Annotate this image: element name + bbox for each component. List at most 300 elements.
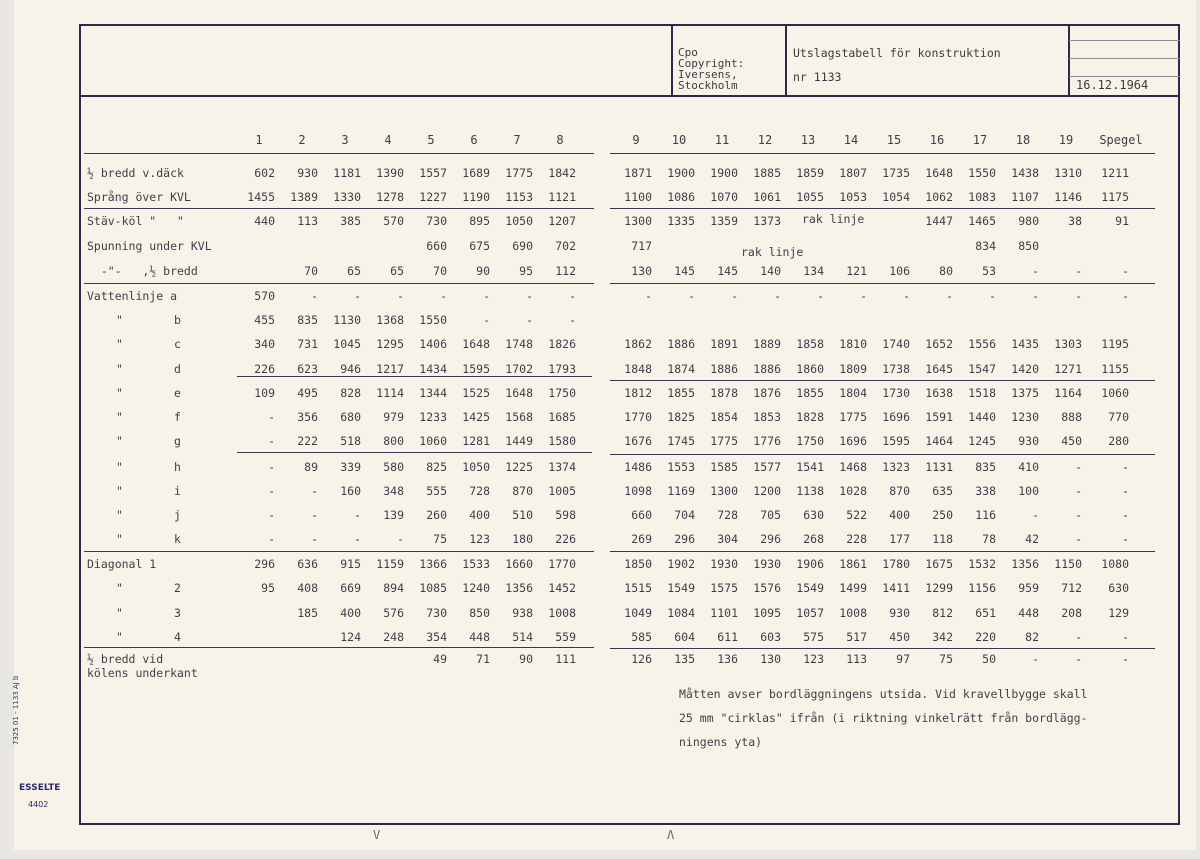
table-cell: 1648 <box>462 337 490 351</box>
table-cell: - <box>688 289 695 303</box>
table-cell: 1861 <box>839 557 867 571</box>
table-cell: 1550 <box>968 166 996 180</box>
table-cell: 222 <box>297 434 318 448</box>
table-cell: 1685 <box>548 410 576 424</box>
revision-line-2 <box>1069 58 1180 59</box>
table-cell: - <box>1075 532 1082 546</box>
row-sublabel: f <box>174 410 181 424</box>
table-cell: 38 <box>1068 214 1082 228</box>
table-cell: - <box>354 532 361 546</box>
title-block-line-3 <box>1068 24 1070 96</box>
table-cell: 248 <box>383 630 404 644</box>
row-label: " <box>116 434 123 448</box>
table-cell: 1826 <box>548 337 576 351</box>
column-header: 9 <box>632 133 640 147</box>
table-cell: 611 <box>717 630 738 644</box>
document-title: Utslagstabell för konstruktion <box>793 46 1001 60</box>
row-label: " <box>116 581 123 595</box>
form-code: 7325 01 - 1133 AJ b <box>12 675 20 745</box>
table-cell: 1638 <box>925 386 953 400</box>
table-cell: 304 <box>717 532 738 546</box>
table-cell: 71 <box>476 652 490 666</box>
table-cell: 1556 <box>968 337 996 351</box>
table-cell: 575 <box>803 630 824 644</box>
table-rule <box>610 283 1155 284</box>
table-cell: 1547 <box>968 362 996 376</box>
table-cell: 348 <box>383 484 404 498</box>
row-label: Spunning under KVL <box>87 239 212 253</box>
table-cell: 1648 <box>505 386 533 400</box>
table-cell: 660 <box>631 508 652 522</box>
table-cell: - <box>1122 460 1129 474</box>
table-cell: 1008 <box>548 606 576 620</box>
row-label: " <box>116 362 123 376</box>
table-cell: 136 <box>717 652 738 666</box>
column-header: 16 <box>929 133 945 147</box>
table-cell: 1886 <box>710 362 738 376</box>
table-cell: 1804 <box>839 386 867 400</box>
table-cell: - <box>440 289 447 303</box>
table-cell: 1153 <box>505 190 533 204</box>
table-cell: 113 <box>846 652 867 666</box>
table-cell: 1776 <box>753 434 781 448</box>
table-cell: 1159 <box>376 557 404 571</box>
row-label: ½ bredd v.däck <box>87 166 184 180</box>
table-cell: 1549 <box>667 581 695 595</box>
table-cell: 1146 <box>1054 190 1082 204</box>
table-cell: 636 <box>297 557 318 571</box>
table-cell: 1425 <box>462 410 490 424</box>
table-cell: 1299 <box>925 581 953 595</box>
row-sublabel: d <box>174 362 181 376</box>
table-cell: 448 <box>1018 606 1039 620</box>
table-cell: - <box>817 289 824 303</box>
table-cell: 1859 <box>796 166 824 180</box>
table-cell: - <box>946 289 953 303</box>
table-rule <box>84 283 594 284</box>
table-cell: 1411 <box>882 581 910 595</box>
table-cell: 1028 <box>839 484 867 498</box>
row-sublabel: h <box>174 460 181 474</box>
table-cell: 280 <box>1108 434 1129 448</box>
table-cell: - <box>268 410 275 424</box>
table-cell: 1083 <box>968 190 996 204</box>
table-cell: - <box>774 289 781 303</box>
table-cell: 1300 <box>710 484 738 498</box>
table-cell: 1468 <box>839 460 867 474</box>
publisher-line: Stockholm <box>678 79 738 92</box>
table-cell: 1499 <box>839 581 867 595</box>
column-header: 14 <box>843 133 859 147</box>
column-header: 19 <box>1058 133 1074 147</box>
table-cell: 1807 <box>839 166 867 180</box>
table-cell: 1233 <box>419 410 447 424</box>
table-cell: 1738 <box>882 362 910 376</box>
table-cell: 385 <box>340 214 361 228</box>
table-cell: 1532 <box>968 557 996 571</box>
row-sublabel: e <box>174 386 181 400</box>
table-cell: 1181 <box>333 166 361 180</box>
row-sublabel: j <box>174 508 181 522</box>
table-cell: 1271 <box>1054 362 1082 376</box>
table-cell: 1359 <box>710 214 738 228</box>
table-cell: 1084 <box>667 606 695 620</box>
table-cell: 1518 <box>968 386 996 400</box>
table-cell: 80 <box>939 264 953 278</box>
table-rule <box>237 376 592 377</box>
document-date: 16.12.1964 <box>1076 78 1149 92</box>
table-cell: 580 <box>383 460 404 474</box>
table-cell: 1449 <box>505 434 533 448</box>
table-cell: 226 <box>555 532 576 546</box>
table-cell: 1169 <box>667 484 695 498</box>
table-cell: 1098 <box>624 484 652 498</box>
table-cell: - <box>731 289 738 303</box>
table-cell: 160 <box>340 484 361 498</box>
column-header: 2 <box>298 133 306 147</box>
table-cell: 1855 <box>667 386 695 400</box>
table-cell: 604 <box>674 630 695 644</box>
table-cell: 1085 <box>419 581 447 595</box>
table-cell: 296 <box>760 532 781 546</box>
table-cell: 53 <box>982 264 996 278</box>
table-cell: 1576 <box>753 581 781 595</box>
table-cell: 1005 <box>548 484 576 498</box>
table-cell: 340 <box>254 337 275 351</box>
column-header: 11 <box>714 133 730 147</box>
table-cell: 70 <box>304 264 318 278</box>
table-cell: 177 <box>889 532 910 546</box>
table-cell: 630 <box>803 508 824 522</box>
row-label: " <box>116 337 123 351</box>
table-cell: 834 <box>975 239 996 253</box>
table-cell: 1070 <box>710 190 738 204</box>
table-cell: - <box>268 434 275 448</box>
table-cell: 1049 <box>624 606 652 620</box>
table-cell: - <box>1122 289 1129 303</box>
table-cell: 1862 <box>624 337 652 351</box>
table-cell: 1854 <box>710 410 738 424</box>
table-cell: 1060 <box>419 434 447 448</box>
table-cell: 669 <box>340 581 361 595</box>
table-cell: - <box>1075 508 1082 522</box>
table-cell: 1595 <box>462 362 490 376</box>
table-cell: 1775 <box>505 166 533 180</box>
footnote-line: Måtten avser bordläggningens utsida. Vid kravellbygge skall <box>679 687 1088 701</box>
table-cell: - <box>903 289 910 303</box>
table-cell: 123 <box>803 652 824 666</box>
column-header: 18 <box>1015 133 1031 147</box>
row-sublabel: 4 <box>174 630 181 644</box>
row-note: rak linje <box>802 212 865 226</box>
table-cell: 680 <box>340 410 361 424</box>
table-cell: 75 <box>433 532 447 546</box>
table-cell: 1842 <box>548 166 576 180</box>
table-cell: - <box>1075 264 1082 278</box>
column-header: 4 <box>384 133 392 147</box>
table-cell: 828 <box>340 386 361 400</box>
table-cell: 1300 <box>624 214 652 228</box>
table-cell: 717 <box>631 239 652 253</box>
table-cell: 145 <box>717 264 738 278</box>
table-rule <box>610 380 1155 381</box>
table-cell: 1440 <box>968 410 996 424</box>
table-cell: 268 <box>803 532 824 546</box>
table-rule <box>237 452 592 453</box>
table-cell: 400 <box>889 508 910 522</box>
table-cell: 1138 <box>796 484 824 498</box>
row-sublabel: k <box>174 532 181 546</box>
table-cell: 598 <box>555 508 576 522</box>
table-cell: 888 <box>1061 410 1082 424</box>
table-cell: - <box>1075 630 1082 644</box>
table-cell: 1455 <box>247 190 275 204</box>
table-cell: 97 <box>896 652 910 666</box>
table-cell: 1175 <box>1101 190 1129 204</box>
table-cell: - <box>1075 652 1082 666</box>
table-cell: 675 <box>469 239 490 253</box>
table-cell: 1101 <box>710 606 738 620</box>
table-cell: 1195 <box>1101 337 1129 351</box>
row-label: " <box>116 484 123 498</box>
table-cell: 90 <box>519 652 533 666</box>
row-label: -"- ,½ bredd <box>87 264 198 278</box>
table-cell: 78 <box>982 532 996 546</box>
table-cell: 576 <box>383 606 404 620</box>
table-cell: 1240 <box>462 581 490 595</box>
table-cell: 585 <box>631 630 652 644</box>
table-cell: 65 <box>390 264 404 278</box>
table-cell: 111 <box>555 652 576 666</box>
table-cell: 1080 <box>1101 557 1129 571</box>
table-cell: 1368 <box>376 313 404 327</box>
row-label: " <box>116 386 123 400</box>
table-cell: 1595 <box>882 434 910 448</box>
table-cell: 1855 <box>796 386 824 400</box>
table-cell: 1740 <box>882 337 910 351</box>
row-note: rak linje <box>741 245 804 259</box>
table-cell: 91 <box>1115 214 1129 228</box>
row-label: Vattenlinje a <box>87 289 178 303</box>
table-cell: 1131 <box>925 460 953 474</box>
table-cell: 705 <box>760 508 781 522</box>
column-header: 7 <box>513 133 521 147</box>
table-cell: 1557 <box>419 166 447 180</box>
table-cell: 1648 <box>925 166 953 180</box>
table-cell: 124 <box>340 630 361 644</box>
table-cell: 1227 <box>419 190 447 204</box>
table-cell: 1886 <box>753 362 781 376</box>
table-cell: 915 <box>340 557 361 571</box>
column-header: Spegel <box>1099 133 1143 147</box>
table-cell: - <box>1075 289 1082 303</box>
table-cell: 1438 <box>1011 166 1039 180</box>
row-sublabel: c <box>174 337 181 351</box>
table-cell: - <box>1075 484 1082 498</box>
table-cell: 139 <box>383 508 404 522</box>
table-cell: - <box>1032 652 1039 666</box>
table-cell: 730 <box>426 606 447 620</box>
table-cell: 1533 <box>462 557 490 571</box>
table-cell: 260 <box>426 508 447 522</box>
table-cell: 660 <box>426 239 447 253</box>
row-sublabel: 3 <box>174 606 181 620</box>
table-cell: 1366 <box>419 557 447 571</box>
table-cell: 400 <box>340 606 361 620</box>
table-cell: 1550 <box>419 313 447 327</box>
table-cell: 113 <box>297 214 318 228</box>
table-cell: 712 <box>1061 581 1082 595</box>
table-cell: 1100 <box>624 190 652 204</box>
table-cell: 1465 <box>968 214 996 228</box>
table-cell: 570 <box>254 289 275 303</box>
table-cell: 1575 <box>710 581 738 595</box>
table-cell: 959 <box>1018 581 1039 595</box>
table-cell: 1930 <box>710 557 738 571</box>
table-cell: 1086 <box>667 190 695 204</box>
table-cell: 1114 <box>376 386 404 400</box>
table-cell: 930 <box>1018 434 1039 448</box>
document-number: nr 1133 <box>793 70 842 84</box>
table-cell: - <box>311 532 318 546</box>
table-cell: 400 <box>469 508 490 522</box>
form-number: 4402 <box>28 800 49 809</box>
table-cell: 930 <box>889 606 910 620</box>
table-cell: 1549 <box>796 581 824 595</box>
table-cell: 1793 <box>548 362 576 376</box>
table-cell: 408 <box>297 581 318 595</box>
table-cell: 42 <box>1025 532 1039 546</box>
table-cell: 603 <box>760 630 781 644</box>
table-cell: 704 <box>674 508 695 522</box>
table-cell: 1435 <box>1011 337 1039 351</box>
table-cell: 1750 <box>796 434 824 448</box>
table-cell: 1770 <box>548 557 576 571</box>
table-cell: 135 <box>674 652 695 666</box>
table-cell: 130 <box>760 652 781 666</box>
column-header: 12 <box>757 133 773 147</box>
table-cell: 1541 <box>796 460 824 474</box>
table-cell: 354 <box>426 630 447 644</box>
footnote-line: ningens yta) <box>679 735 763 749</box>
table-cell: - <box>354 289 361 303</box>
table-cell: 1696 <box>882 410 910 424</box>
table-cell: 1891 <box>710 337 738 351</box>
table-cell: 1591 <box>925 410 953 424</box>
row-label: " <box>116 460 123 474</box>
table-cell: 1876 <box>753 386 781 400</box>
table-cell: 1645 <box>925 362 953 376</box>
column-header: 6 <box>470 133 478 147</box>
table-cell: 1211 <box>1101 166 1129 180</box>
table-cell: 1230 <box>1011 410 1039 424</box>
table-cell: 1330 <box>333 190 361 204</box>
table-cell: 450 <box>1061 434 1082 448</box>
table-rule <box>610 648 1155 649</box>
title-block-line-2 <box>785 24 787 96</box>
table-cell: 296 <box>674 532 695 546</box>
table-cell: 109 <box>254 386 275 400</box>
row-sublabel: b <box>174 313 181 327</box>
table-cell: 1217 <box>376 362 404 376</box>
table-cell: 517 <box>846 630 867 644</box>
column-header: 1 <box>255 133 263 147</box>
table-cell: 1858 <box>796 337 824 351</box>
table-cell: - <box>397 532 404 546</box>
table-cell: 82 <box>1025 630 1039 644</box>
table-cell: 894 <box>383 581 404 595</box>
table-cell: 1770 <box>624 410 652 424</box>
table-cell: 623 <box>297 362 318 376</box>
table-cell: 1660 <box>505 557 533 571</box>
table-cell: 1373 <box>753 214 781 228</box>
revision-line-1 <box>1069 40 1180 41</box>
table-cell: 1585 <box>710 460 738 474</box>
table-cell: 812 <box>932 606 953 620</box>
table-cell: 220 <box>975 630 996 644</box>
table-cell: 112 <box>555 264 576 278</box>
table-cell: 850 <box>469 606 490 620</box>
table-cell: 1902 <box>667 557 695 571</box>
table-cell: 228 <box>846 532 867 546</box>
table-cell: 770 <box>1108 410 1129 424</box>
table-rule <box>84 153 594 154</box>
row-label: " <box>116 508 123 522</box>
table-cell: 440 <box>254 214 275 228</box>
table-cell: 979 <box>383 410 404 424</box>
table-cell: 342 <box>932 630 953 644</box>
table-cell: 495 <box>297 386 318 400</box>
title-block-line-1 <box>671 24 673 96</box>
table-cell: 410 <box>1018 460 1039 474</box>
table-cell: 1735 <box>882 166 910 180</box>
table-cell: - <box>268 460 275 474</box>
table-cell: 1525 <box>462 386 490 400</box>
table-cell: 835 <box>975 460 996 474</box>
table-cell: 1310 <box>1054 166 1082 180</box>
table-cell: 1434 <box>419 362 447 376</box>
table-cell: 1164 <box>1054 386 1082 400</box>
table-cell: 180 <box>512 532 533 546</box>
table-cell: 100 <box>1018 484 1039 498</box>
table-cell: 1303 <box>1054 337 1082 351</box>
table-cell: 1900 <box>667 166 695 180</box>
title-block-divider <box>79 95 1180 97</box>
table-rule <box>610 208 1155 209</box>
table-cell: 250 <box>932 508 953 522</box>
table-cell: 1748 <box>505 337 533 351</box>
table-cell: 602 <box>254 166 275 180</box>
row-label: " <box>116 606 123 620</box>
footnote-line: 25 mm "cirklas" ifrån (i riktning vinkelrätt från bordlägg- <box>679 711 1088 725</box>
table-cell: 1906 <box>796 557 824 571</box>
table-cell: 121 <box>846 264 867 278</box>
table-cell: 570 <box>383 214 404 228</box>
table-cell: 296 <box>254 557 275 571</box>
table-cell: 448 <box>469 630 490 644</box>
table-cell: 514 <box>512 630 533 644</box>
table-cell: 1406 <box>419 337 447 351</box>
table-cell: 339 <box>340 460 361 474</box>
publisher-line: Copyright: <box>678 57 745 70</box>
table-cell: - <box>569 289 576 303</box>
table-cell: 1060 <box>1101 386 1129 400</box>
table-cell: 690 <box>512 239 533 253</box>
esselte-logo: ESSELTE <box>19 783 61 793</box>
table-cell: 208 <box>1061 606 1082 620</box>
table-cell: - <box>989 289 996 303</box>
table-cell: 930 <box>297 166 318 180</box>
